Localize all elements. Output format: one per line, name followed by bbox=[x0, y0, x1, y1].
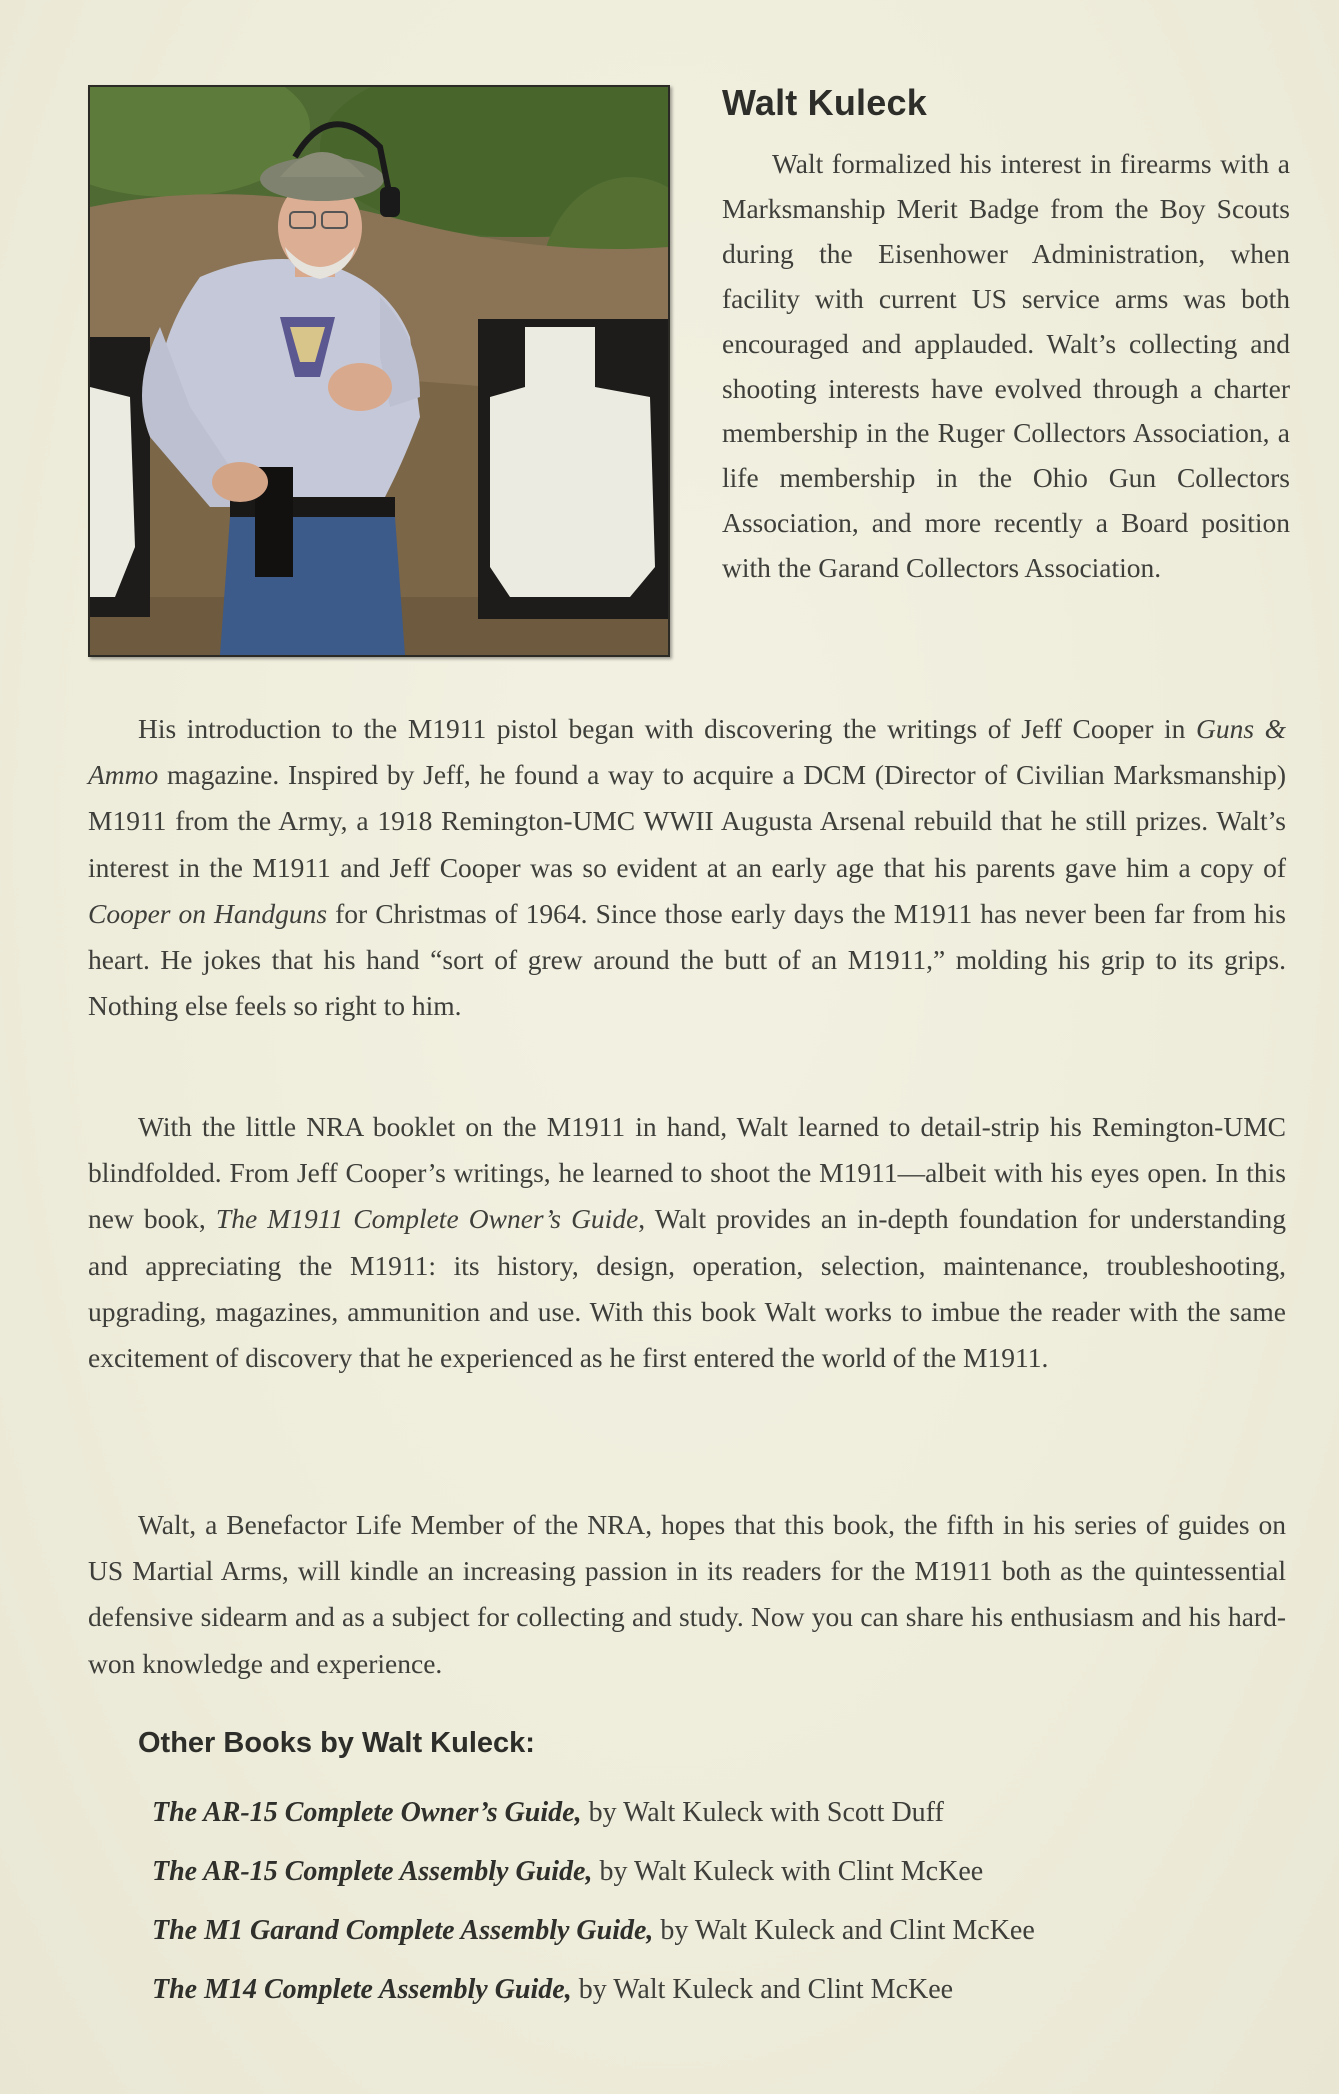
book-list-byline: by Walt Kuleck with Clint McKee bbox=[592, 1856, 984, 1887]
bio-paragraph-4: Walt, a Benefactor Life Member of the NRA, hopes that this book, the fifth in his series of guides on US Martial Arms, will kindle an increasing passion in its readers for the M1911 both as the quintessential defensive sidearm and as a subject for collecting and study. Now you can share his enthusiasm and his hard-won knowledge and experience. bbox=[88, 1509, 1286, 1679]
book-list-title: The M1 Garand Complete Assembly Guide, bbox=[152, 1915, 654, 1946]
bio-paragraph-3: With the little NRA booklet on the M1911 in hand, Walt learned to detail-strip his Remington-UMC blindfolded. From Jeff Cooper’s writings, he learned to shoot the M1911—albeit with his eyes open. In this new book, The M1911 Complete Owner’s Guide, Walt provides an in-depth foundation for understanding and appreciating the M1911: its history, design, operation, selection, maintenance, troubleshooting, upgrading, magazines, ammunition and use. With this book Walt works to imbue the reader with the same excitement of discovery that he experienced as he first entered the world of the M1911. bbox=[88, 1111, 1286, 1374]
book-list-item bbox=[152, 1854, 1035, 1913]
book-list-byline: by Walt Kuleck and Clint McKee bbox=[653, 1915, 1035, 1946]
author-name-heading: Walt Kuleck bbox=[722, 82, 927, 123]
book-list-item bbox=[152, 1913, 1035, 1972]
book-list-title: The AR-15 Complete Owner’s Guide, bbox=[152, 1797, 582, 1828]
other-books-heading: Other Books by Walt Kuleck: bbox=[138, 1727, 535, 1759]
other-books-list bbox=[152, 1795, 1035, 2031]
book-list-byline: by Walt Kuleck and Clint McKee bbox=[571, 1974, 954, 2005]
book-list-byline: by Walt Kuleck with Scott Duff bbox=[581, 1797, 944, 1828]
bio-paragraph-2: His introduction to the M1911 pistol began with discovering the writings of Jeff Cooper in Guns & Ammo magazine. Inspired by Jeff, he found a way to acquire a DCM (Director of Civilian Marksmanship) M1911 from the Army, a 1918 Remington-UMC WWII Augusta Arsenal rebuild that he still prizes. Walt’s interest in the M1911 and Jeff Cooper was so evident at an early age that his parents gave him a copy of Cooper on Handguns for Christmas of 1964. Since those early days the M1911 has never been far from his heart. He jokes that his hand “sort of grew around the butt of an M1911,” molding his grip to its grips. Nothing else feels so right to him. bbox=[88, 713, 1287, 1022]
book-list-item bbox=[152, 1972, 1035, 2031]
book-title-cooper: Cooper on Handguns bbox=[88, 897, 328, 929]
book-list-title: The AR-15 Complete Assembly Guide, bbox=[152, 1856, 593, 1887]
magazine-title: Guns & Ammo bbox=[88, 713, 1287, 791]
book-list-item bbox=[152, 1795, 1035, 1854]
book-title-m1911: The M1911 Complete Owner’s Guide bbox=[215, 1203, 639, 1235]
book-list-title: The M14 Complete Assembly Guide, bbox=[152, 1974, 572, 2005]
bio-intro-paragraph: Walt formalized his interest in firearms with a Marksmanship Merit Badge from the Boy Scouts during the Eisenhower Administration, when facility with current US service arms was both encouraged and applauded. Walt’s collecting and shooting interests have evolved through a charter membership in the Ruger Collectors Association, a life membership in the Ohio Gun Collectors Association, and more recently a Board position with the Garand Collectors Association. bbox=[722, 148, 1290, 584]
author-photo bbox=[88, 85, 670, 657]
